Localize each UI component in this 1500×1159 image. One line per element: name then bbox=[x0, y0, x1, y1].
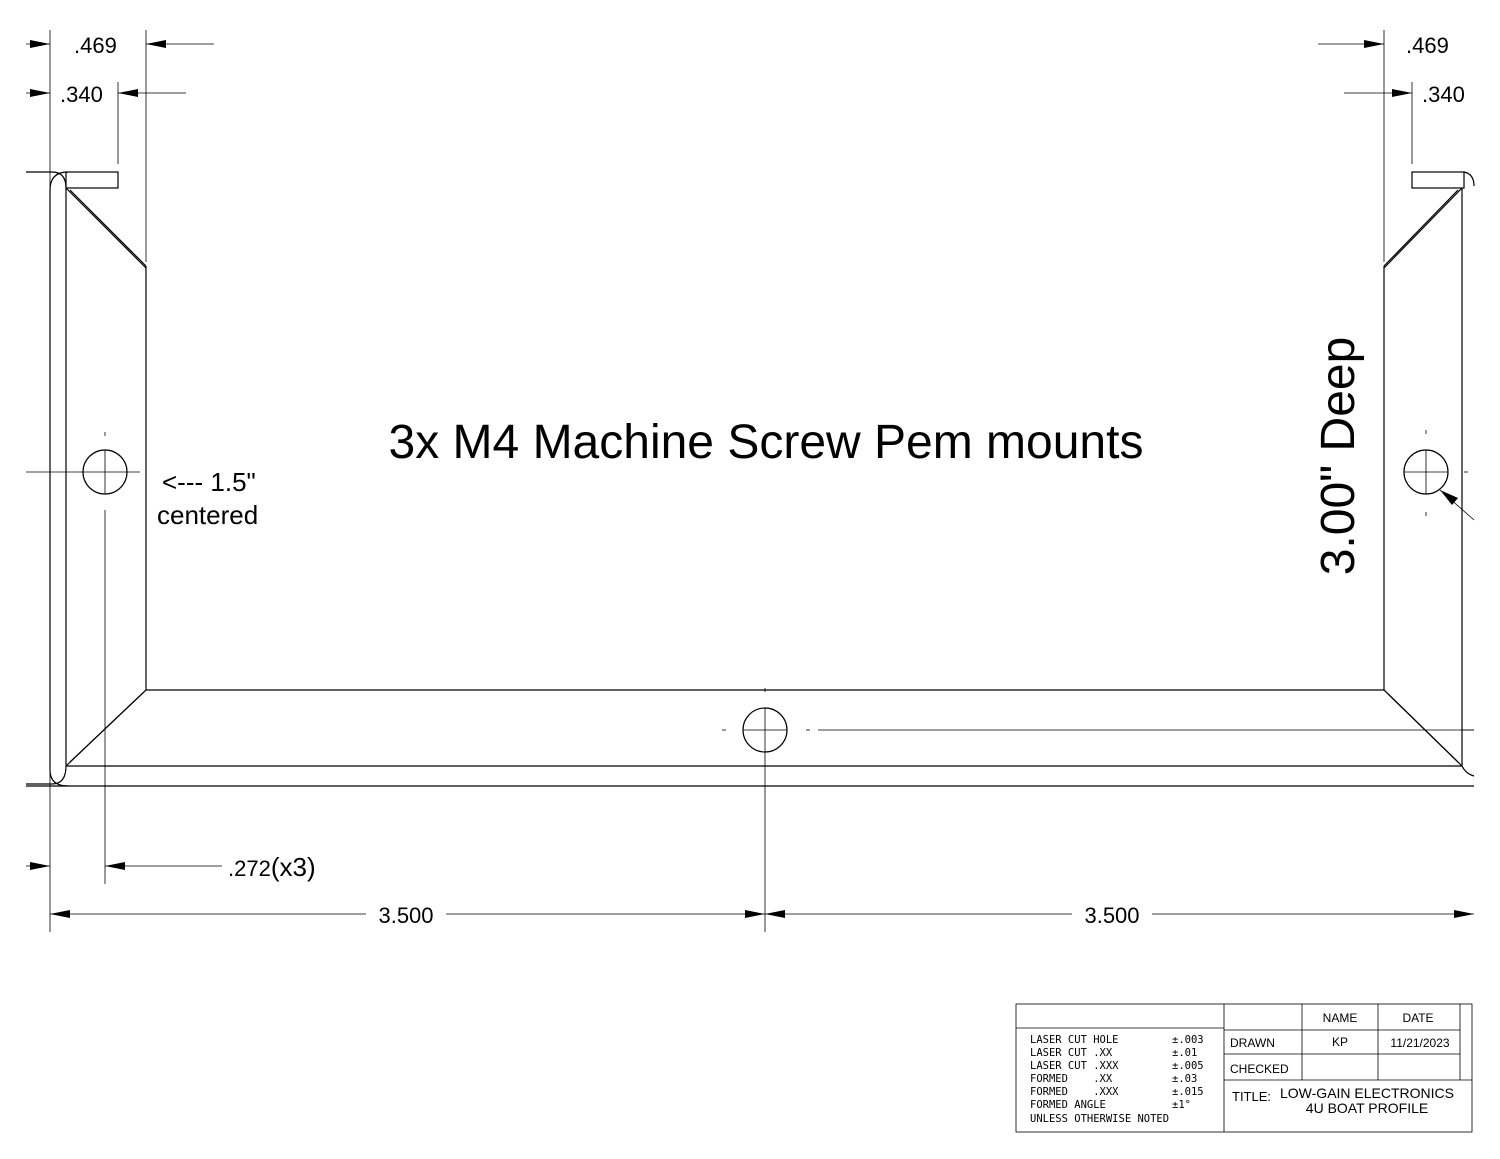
drawn-label: DRAWN bbox=[1230, 1036, 1275, 1050]
tolerance-label-2: LASER CUT .XXX bbox=[1030, 1060, 1119, 1072]
title-line1: LOW-GAIN ELECTRONICS bbox=[1280, 1085, 1454, 1101]
tolerance-value-1: ±.01 bbox=[1172, 1047, 1198, 1059]
tolerance-value-3: ±.03 bbox=[1172, 1073, 1198, 1085]
drawn-name: KP bbox=[1331, 1035, 1349, 1049]
header-date: DATE bbox=[1402, 1011, 1434, 1025]
dim-hole-offset-qty: (x3) bbox=[270, 852, 316, 882]
tolerance-value-5: ±1° bbox=[1172, 1099, 1191, 1111]
checked-label: CHECKED bbox=[1230, 1062, 1289, 1076]
note-main: 3x M4 Machine Screw Pem mounts bbox=[388, 416, 1144, 469]
title-line2: 4U BOAT PROFILE bbox=[1305, 1100, 1429, 1116]
title-label: TITLE: bbox=[1232, 1089, 1272, 1104]
header-name: NAME bbox=[1322, 1011, 1358, 1025]
drawn-date: 11/21/2023 bbox=[1390, 1036, 1450, 1050]
dim-hole-offset bbox=[228, 852, 316, 882]
dim-span-right: 3.500 bbox=[1084, 903, 1140, 928]
hole-bottom-center bbox=[722, 688, 1474, 932]
tolerance-label-5: FORMED ANGLE bbox=[1030, 1099, 1106, 1111]
tolerance-value-2: ±.005 bbox=[1172, 1060, 1204, 1072]
note-center-line1: <--- 1.5" bbox=[162, 467, 256, 497]
tolerance-value-0: ±.003 bbox=[1172, 1034, 1204, 1046]
dim-left-outer: .469 bbox=[74, 33, 117, 58]
dim-hole-offset-value: .272 bbox=[228, 856, 271, 881]
title-block bbox=[1016, 1004, 1472, 1132]
dim-right-inner: .340 bbox=[1422, 82, 1465, 107]
dim-span-left: 3.500 bbox=[378, 903, 434, 928]
note-center-line2: centered bbox=[157, 500, 259, 530]
tolerance-label-4: FORMED .XXX bbox=[1030, 1086, 1119, 1098]
dim-right-outer: .469 bbox=[1406, 33, 1449, 58]
note-depth: 3.00" Deep bbox=[1312, 336, 1365, 576]
tolerance-label-0: LASER CUT HOLE bbox=[1030, 1034, 1119, 1046]
tolerance-label-3: FORMED .XX bbox=[1030, 1073, 1113, 1085]
hole-left bbox=[26, 432, 140, 884]
tolerance-footer: UNLESS OTHERWISE NOTED bbox=[1030, 1113, 1170, 1125]
tolerance-label-1: LASER CUT .XX bbox=[1030, 1047, 1113, 1059]
hole-right bbox=[1404, 430, 1474, 520]
dim-left-inner: .340 bbox=[60, 82, 103, 107]
tolerance-value-4: ±.015 bbox=[1172, 1086, 1204, 1098]
